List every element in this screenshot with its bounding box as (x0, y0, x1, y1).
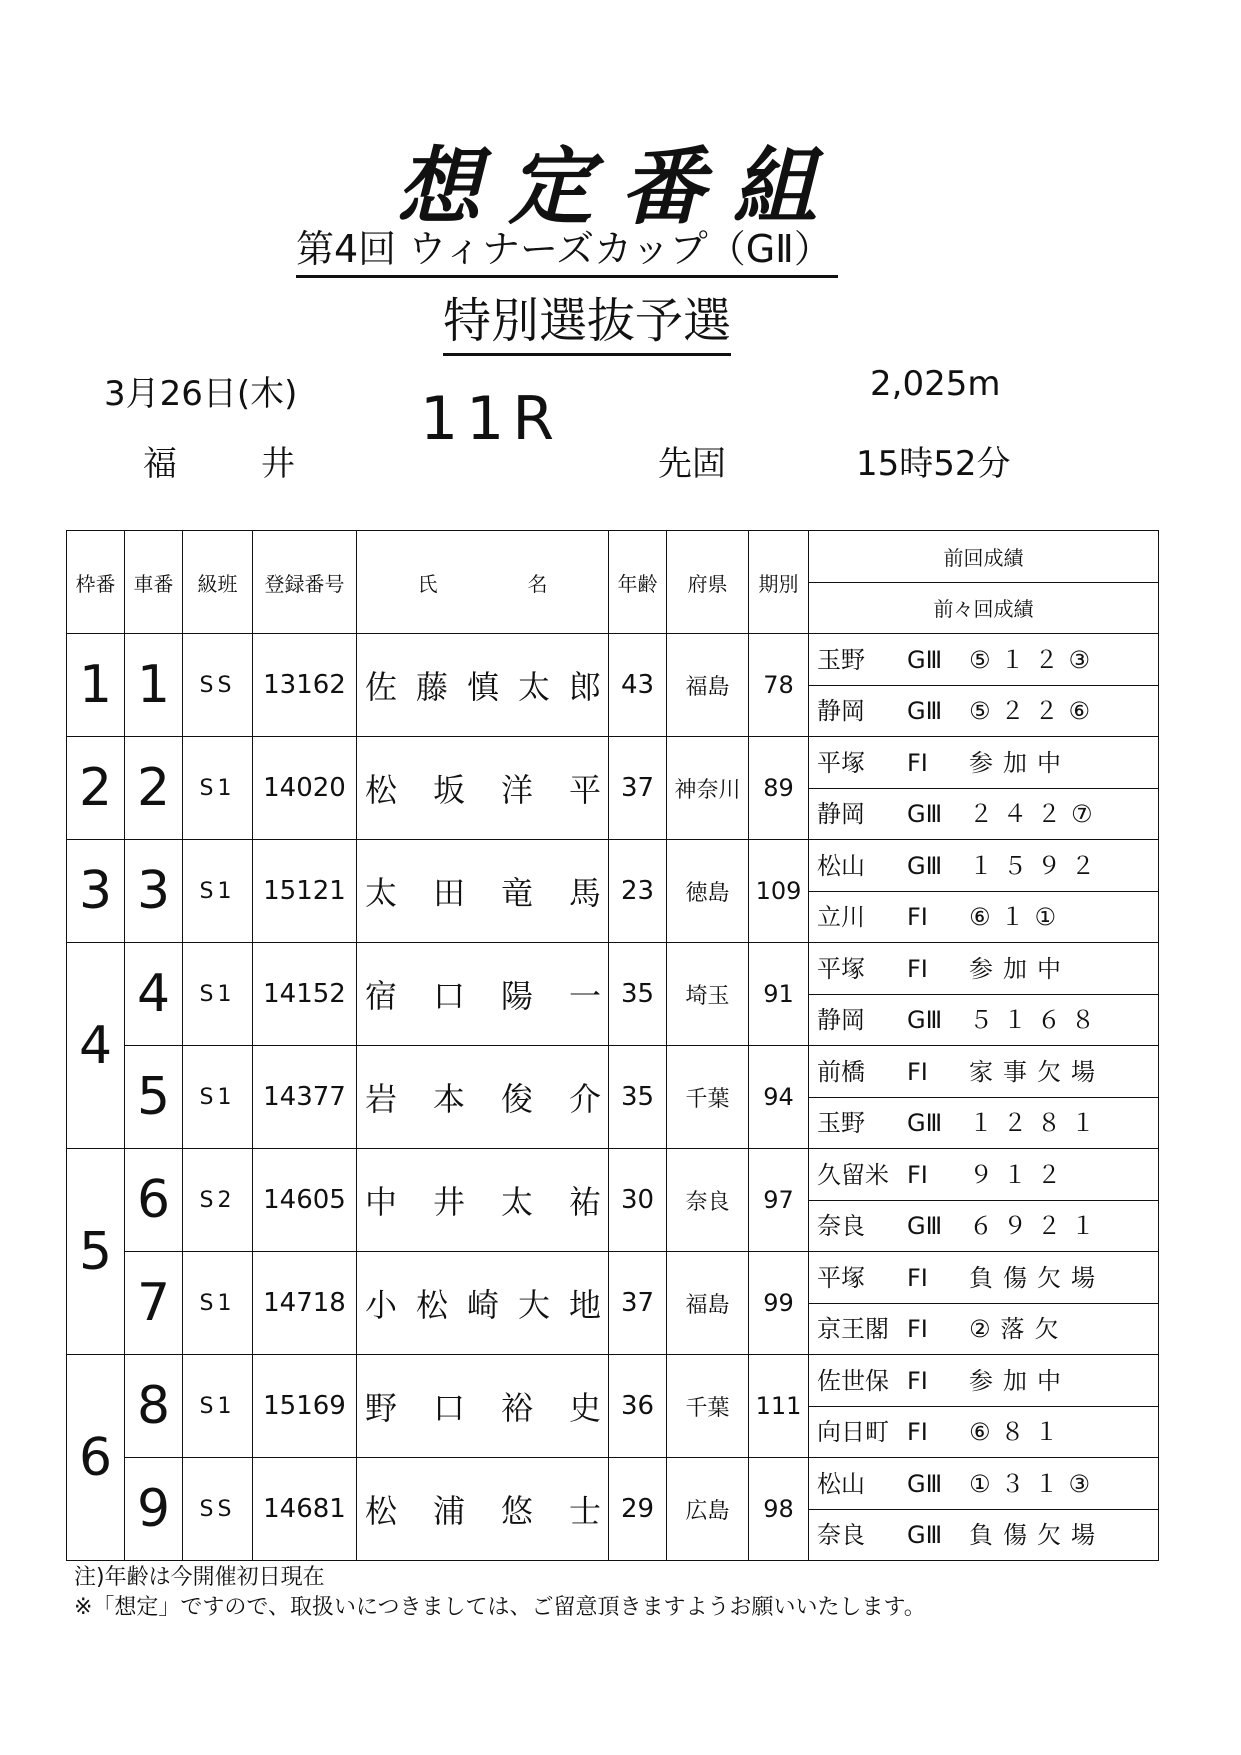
last-result (809, 1047, 1158, 1098)
prev-result (809, 1510, 1158, 1560)
age-cell: 29 (609, 1458, 667, 1561)
result-res: ２４２⑦ (969, 799, 1103, 828)
rider-name: 松浦悠士 (365, 1492, 601, 1530)
note-disclaimer: ※「想定」ですので、取扱いにつきましては、ご留意頂きますようお願いいたします。 (74, 1595, 926, 1620)
result-grade: GⅢ (907, 1211, 943, 1240)
rider-name: 岩本俊介 (365, 1080, 601, 1118)
rider-name-cell (357, 1458, 609, 1561)
result-venue: 静岡 (817, 799, 865, 828)
prefecture-cell: 神奈川 (667, 737, 749, 840)
result-grade: FⅠ (907, 748, 928, 777)
page-title: 想定番組 (396, 137, 845, 236)
result-venue: 前橋 (817, 1057, 865, 1086)
prefecture-cell: 奈良 (667, 1149, 749, 1252)
col-last-result: 前回成績 (809, 531, 1159, 583)
registration-cell: 14152 (253, 943, 357, 1046)
prefecture-cell: 徳島 (667, 840, 749, 943)
waku-cell: 6 (67, 1355, 125, 1561)
age-cell: 35 (609, 1046, 667, 1149)
car-number-cell: 7 (125, 1252, 183, 1355)
result-grade: GⅢ (907, 851, 943, 880)
class-cell: S1 (183, 943, 253, 1046)
prev-result (809, 1098, 1158, 1148)
results-cell (809, 634, 1159, 737)
results-cell (809, 1355, 1159, 1458)
age-cell: 37 (609, 737, 667, 840)
car-number-cell: 2 (125, 737, 183, 840)
class-cell: S1 (183, 1046, 253, 1149)
prev-result (809, 789, 1158, 839)
last-result (809, 1253, 1158, 1304)
result-venue: 立川 (817, 902, 865, 931)
result-venue: 平塚 (817, 748, 865, 777)
registration-cell: 14681 (253, 1458, 357, 1561)
result-grade: GⅢ (907, 1520, 943, 1549)
result-grade: FⅠ (907, 954, 928, 983)
result-venue: 奈良 (817, 1211, 865, 1240)
rider-name-cell (357, 840, 609, 943)
result-grade: FⅠ (907, 1263, 928, 1292)
prefecture-cell: 千葉 (667, 1046, 749, 1149)
rider-name-cell (357, 1355, 609, 1458)
term-cell: 111 (749, 1355, 809, 1458)
result-grade: FⅠ (907, 1366, 928, 1395)
registration-cell: 15169 (253, 1355, 357, 1458)
class-cell: S2 (183, 1149, 253, 1252)
result-grade: FⅠ (907, 902, 928, 931)
term-cell: 97 (749, 1149, 809, 1252)
table-row (67, 1046, 1159, 1149)
prev-result (809, 1304, 1158, 1354)
race-venue: 福井 (143, 444, 379, 484)
rider-name: 野口裕史 (365, 1389, 601, 1427)
col-name (357, 531, 609, 634)
race-number: 11R (420, 384, 563, 454)
result-res: ⑤２２⑥ (969, 696, 1101, 725)
entries-table (66, 530, 1159, 1561)
result-res: ⑥１① (969, 902, 1067, 931)
age-cell: 43 (609, 634, 667, 737)
start-style: 先固 (658, 444, 726, 484)
class-cell: S1 (183, 840, 253, 943)
result-grade: GⅢ (907, 696, 943, 725)
rider-name-cell (357, 634, 609, 737)
waku-cell: 4 (67, 943, 125, 1149)
table-row (67, 737, 1159, 840)
results-cell (809, 943, 1159, 1046)
class-cell: S1 (183, 1252, 253, 1355)
col-waku: 枠番 (67, 531, 125, 634)
col-age: 年齢 (609, 531, 667, 634)
last-result (809, 1356, 1158, 1407)
result-res: ６９２１ (969, 1211, 1105, 1240)
rider-name: 小松崎大地 (365, 1286, 601, 1324)
registration-cell: 14377 (253, 1046, 357, 1149)
result-venue: 京王閣 (817, 1314, 889, 1343)
rider-name-cell (357, 737, 609, 840)
age-cell: 23 (609, 840, 667, 943)
term-cell: 94 (749, 1046, 809, 1149)
result-venue: 向日町 (817, 1417, 889, 1446)
results-cell (809, 1149, 1159, 1252)
rider-name: 松坂洋平 (365, 771, 601, 809)
table-row (67, 840, 1159, 943)
result-res: １２８１ (969, 1108, 1105, 1137)
start-time: 15時52分 (856, 444, 1011, 484)
waku-cell: 2 (67, 737, 125, 840)
car-number-cell: 5 (125, 1046, 183, 1149)
class-cell: S1 (183, 737, 253, 840)
result-venue: 平塚 (817, 954, 865, 983)
race-type: 特別選抜予選 (443, 282, 731, 356)
prefecture-cell: 福島 (667, 634, 749, 737)
result-venue: 平塚 (817, 1263, 865, 1292)
rider-name-cell (357, 1252, 609, 1355)
car-number-cell: 1 (125, 634, 183, 737)
results-cell (809, 1046, 1159, 1149)
registration-cell: 14718 (253, 1252, 357, 1355)
class-cell: S1 (183, 1355, 253, 1458)
col-prev-result: 前々回成績 (809, 582, 1159, 634)
result-grade: GⅢ (907, 799, 943, 828)
race-distance: 2,025m (870, 364, 1001, 404)
term-cell: 99 (749, 1252, 809, 1355)
last-result (809, 944, 1158, 995)
term-cell: 109 (749, 840, 809, 943)
result-grade: FⅠ (907, 1057, 928, 1086)
age-cell: 37 (609, 1252, 667, 1355)
rider-name: 宿口陽一 (365, 977, 601, 1015)
prefecture-cell: 福島 (667, 1252, 749, 1355)
last-result (809, 738, 1158, 789)
rider-name-cell (357, 943, 609, 1046)
result-res: 負傷欠場 (969, 1263, 1105, 1292)
term-cell: 89 (749, 737, 809, 840)
age-cell: 30 (609, 1149, 667, 1252)
result-venue: 松山 (817, 1469, 865, 1498)
result-venue: 松山 (817, 851, 865, 880)
waku-cell: 1 (67, 634, 125, 737)
race-date: 3月26日(木) (104, 374, 298, 414)
result-res: ９１２ (969, 1160, 1071, 1189)
registration-cell: 15121 (253, 840, 357, 943)
prev-result (809, 995, 1158, 1045)
result-res: １５９２ (969, 851, 1105, 880)
result-res: ５１６８ (969, 1005, 1105, 1034)
result-res: ①３１③ (969, 1469, 1101, 1498)
results-cell (809, 1252, 1159, 1355)
table-row (67, 1252, 1159, 1355)
result-venue: 佐世保 (817, 1366, 889, 1395)
age-cell: 36 (609, 1355, 667, 1458)
waku-cell: 5 (67, 1149, 125, 1355)
rider-name: 中井太祐 (365, 1183, 601, 1221)
car-number-cell: 8 (125, 1355, 183, 1458)
car-number-cell: 6 (125, 1149, 183, 1252)
col-term: 期別 (749, 531, 809, 634)
col-name-a: 氏 (417, 571, 438, 596)
result-res: 負傷欠場 (969, 1520, 1105, 1549)
result-res: ⑥８１ (969, 1417, 1069, 1446)
registration-cell: 14020 (253, 737, 357, 840)
result-res: ⑤１２③ (969, 645, 1101, 674)
term-cell: 98 (749, 1458, 809, 1561)
result-res: 家事欠場 (969, 1057, 1105, 1086)
result-res: 参加中 (969, 1366, 1071, 1395)
table-row (67, 634, 1159, 737)
term-cell: 91 (749, 943, 809, 1046)
last-result (809, 841, 1158, 892)
result-grade: GⅢ (907, 645, 943, 674)
prev-result (809, 1407, 1158, 1457)
term-cell: 78 (749, 634, 809, 737)
car-number-cell: 9 (125, 1458, 183, 1561)
results-cell (809, 737, 1159, 840)
age-cell: 35 (609, 943, 667, 1046)
result-grade: GⅢ (907, 1108, 943, 1137)
col-car: 車番 (125, 531, 183, 634)
prefecture-cell: 広島 (667, 1458, 749, 1561)
table-row (67, 1458, 1159, 1561)
car-number-cell: 4 (125, 943, 183, 1046)
col-pref: 府県 (667, 531, 749, 634)
result-res: 参加中 (969, 954, 1071, 983)
result-grade: GⅢ (907, 1469, 943, 1498)
result-venue: 久留米 (817, 1160, 889, 1189)
registration-cell: 14605 (253, 1149, 357, 1252)
results-cell (809, 1458, 1159, 1561)
col-class: 級班 (183, 531, 253, 634)
prefecture-cell: 千葉 (667, 1355, 749, 1458)
table-row (67, 1149, 1159, 1252)
results-cell (809, 840, 1159, 943)
result-venue: 静岡 (817, 1005, 865, 1034)
result-res: 参加中 (969, 748, 1071, 777)
last-result (809, 1150, 1158, 1201)
result-venue: 玉野 (817, 1108, 865, 1137)
rider-name: 太田竜馬 (365, 874, 601, 912)
result-grade: FⅠ (907, 1160, 928, 1189)
result-venue: 玉野 (817, 645, 865, 674)
class-cell: SS (183, 1458, 253, 1561)
prev-result (809, 1201, 1158, 1251)
class-cell: SS (183, 634, 253, 737)
event-subtitle: 第4回 ウィナーズカップ（GⅡ） (296, 218, 838, 278)
col-name-b: 名 (527, 571, 548, 596)
prev-result (809, 686, 1158, 736)
result-grade: FⅠ (907, 1314, 928, 1343)
col-reg: 登録番号 (253, 531, 357, 634)
rider-name-cell (357, 1046, 609, 1149)
rider-name-cell (357, 1149, 609, 1252)
last-result (809, 1459, 1158, 1510)
note-age: 注)年齢は今開催初日現在 (74, 1565, 325, 1590)
result-grade: FⅠ (907, 1417, 928, 1446)
table-row (67, 943, 1159, 1046)
table-row (67, 1355, 1159, 1458)
car-number-cell: 3 (125, 840, 183, 943)
last-result (809, 635, 1158, 686)
result-venue: 奈良 (817, 1520, 865, 1549)
prev-result (809, 892, 1158, 942)
result-grade: GⅢ (907, 1005, 943, 1034)
result-venue: 静岡 (817, 696, 865, 725)
waku-cell: 3 (67, 840, 125, 943)
result-res: ②落欠 (969, 1314, 1069, 1343)
rider-name: 佐藤慎太郎 (365, 668, 601, 706)
registration-cell: 13162 (253, 634, 357, 737)
prefecture-cell: 埼玉 (667, 943, 749, 1046)
